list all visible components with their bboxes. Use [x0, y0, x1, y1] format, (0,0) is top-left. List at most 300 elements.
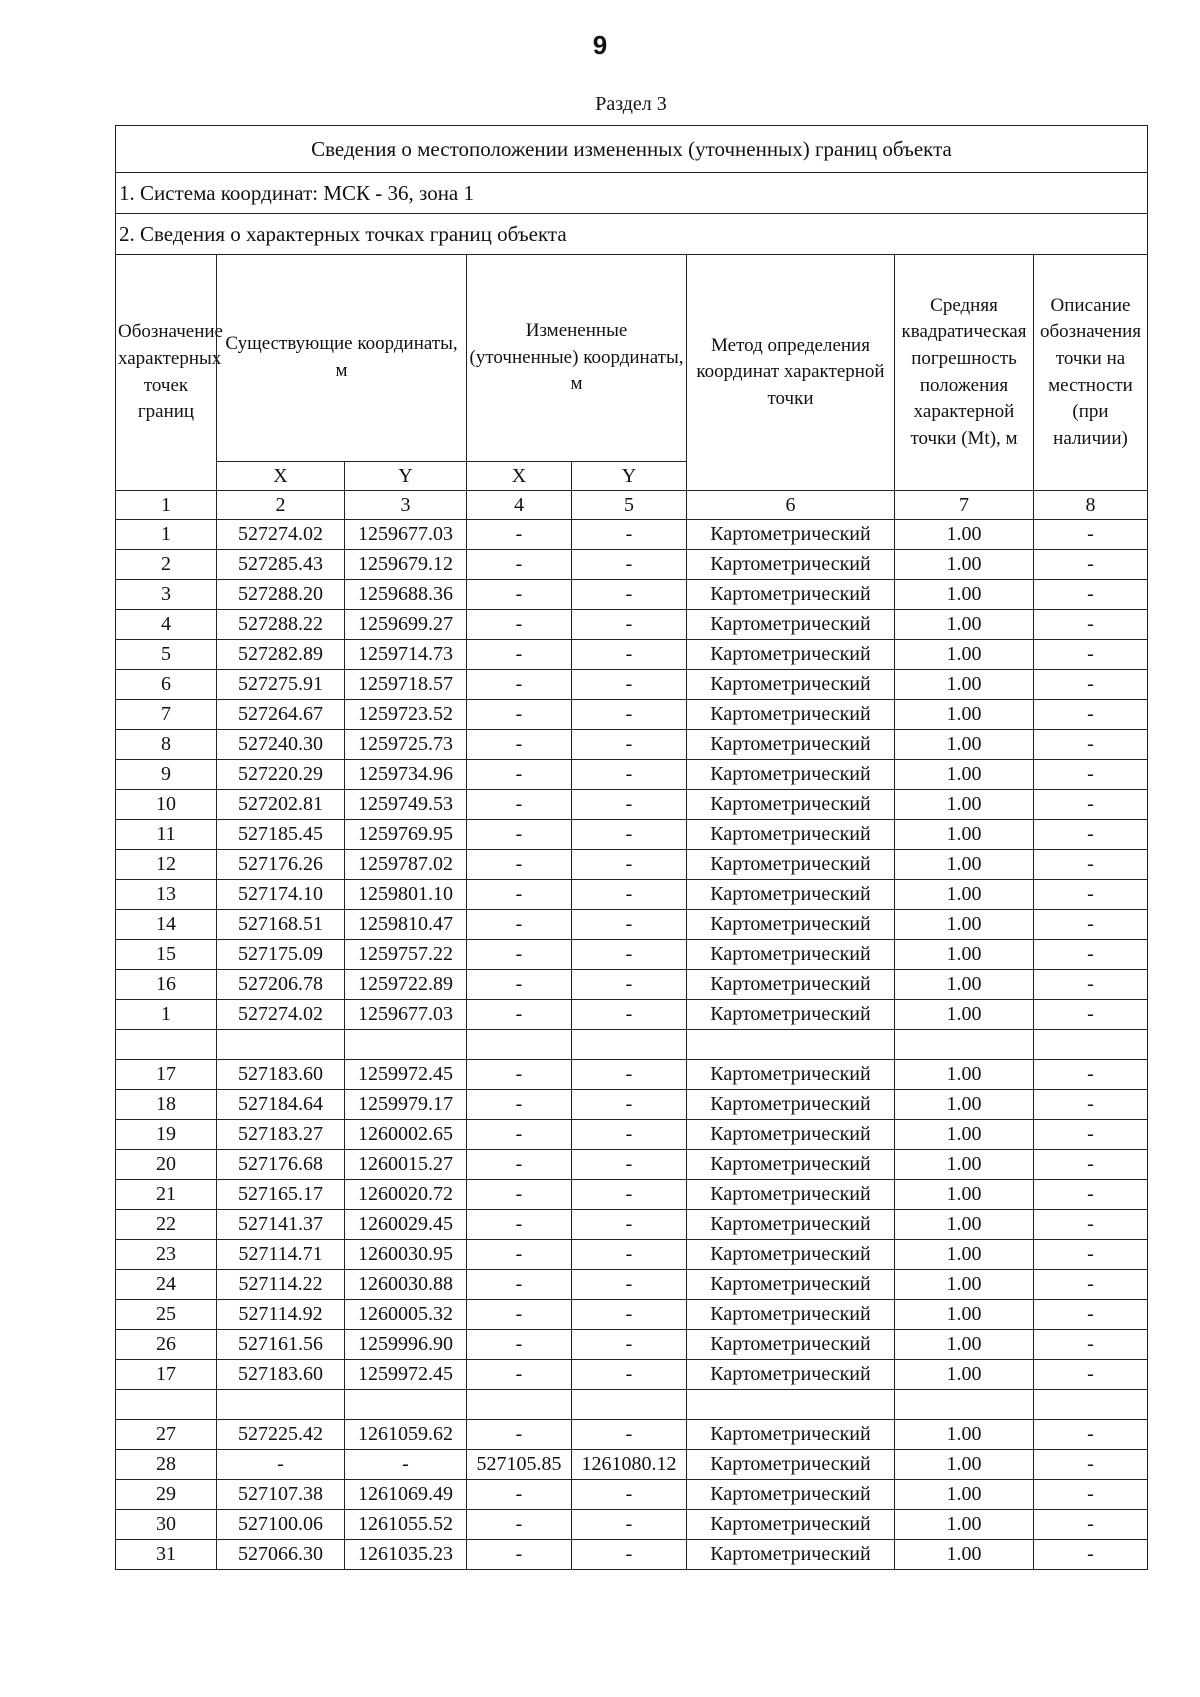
cell-point-number: 17 [116, 1060, 217, 1090]
cell-error: 1.00 [895, 640, 1034, 670]
table-row [116, 520, 1148, 550]
cell-point-number: 25 [116, 1300, 217, 1330]
cell-method: Картометрический [687, 730, 895, 760]
table-row [116, 970, 1148, 1000]
cell-method: Картометрический [687, 520, 895, 550]
table-row [116, 1540, 1148, 1570]
cell-method: Картометрический [687, 550, 895, 580]
separator-row [116, 1030, 1148, 1060]
separator-row [116, 1390, 1148, 1420]
cell-existing-y: 1259972.45 [345, 1360, 467, 1390]
cell-error: 1.00 [895, 700, 1034, 730]
cell-point-number: 4 [116, 610, 217, 640]
cell-point-number: 29 [116, 1480, 217, 1510]
cell-existing-x: 527114.22 [217, 1270, 345, 1300]
cell-point-number: 24 [116, 1270, 217, 1300]
table-row [116, 1210, 1148, 1240]
cell-error: 1.00 [895, 1000, 1034, 1030]
cell-existing-y: 1259801.10 [345, 880, 467, 910]
cell-existing-y: 1259979.17 [345, 1090, 467, 1120]
cell-changed-y: - [572, 1090, 687, 1120]
cell-changed-x: - [467, 940, 572, 970]
cell-changed-y: - [572, 1360, 687, 1390]
cell-changed-x: - [467, 520, 572, 550]
table-row [116, 700, 1148, 730]
cell-existing-y: 1260005.32 [345, 1300, 467, 1330]
cell-description: - [1034, 940, 1148, 970]
cell-method: Картометрический [687, 880, 895, 910]
cell-changed-x: - [467, 910, 572, 940]
cell-point-number: 12 [116, 850, 217, 880]
cell-changed-y: - [572, 730, 687, 760]
cell-method: Картометрический [687, 1150, 895, 1180]
cell-existing-x: 527184.64 [217, 1090, 345, 1120]
table-row [116, 1480, 1148, 1510]
cell-description: - [1034, 640, 1148, 670]
cell-changed-y: - [572, 520, 687, 550]
cell-changed-y: - [572, 670, 687, 700]
column-number: 8 [1034, 491, 1148, 520]
cell-method: Картометрический [687, 970, 895, 1000]
cell-existing-x: 527107.38 [217, 1480, 345, 1510]
cell-existing-x: 527275.91 [217, 670, 345, 700]
cell-error [895, 1030, 1034, 1060]
cell-existing-x: 527168.51 [217, 910, 345, 940]
cell-error: 1.00 [895, 1360, 1034, 1390]
cell-point-number [116, 1390, 217, 1420]
cell-point-number: 9 [116, 760, 217, 790]
cell-existing-y: 1259722.89 [345, 970, 467, 1000]
cell-description: - [1034, 880, 1148, 910]
cell-method: Картометрический [687, 940, 895, 970]
cell-error: 1.00 [895, 940, 1034, 970]
cell-description: - [1034, 1240, 1148, 1270]
table-row [116, 610, 1148, 640]
table-row [116, 1180, 1148, 1210]
cell-point-number: 30 [116, 1510, 217, 1540]
table-row [116, 730, 1148, 760]
cell-error: 1.00 [895, 1450, 1034, 1480]
cell-point-number: 1 [116, 1000, 217, 1030]
cell-description: - [1034, 1210, 1148, 1240]
cell-error: 1.00 [895, 1210, 1034, 1240]
cell-changed-x: - [467, 580, 572, 610]
cell-point-number: 14 [116, 910, 217, 940]
cell-point-number: 8 [116, 730, 217, 760]
cell-existing-y: 1259725.73 [345, 730, 467, 760]
cell-method: Картометрический [687, 1180, 895, 1210]
cell-changed-x: - [467, 1510, 572, 1540]
cell-error [895, 1390, 1034, 1420]
cell-existing-y: 1259718.57 [345, 670, 467, 700]
table-row [116, 670, 1148, 700]
cell-existing-x: 527176.68 [217, 1150, 345, 1180]
cell-error: 1.00 [895, 1540, 1034, 1570]
cell-existing-x: 527274.02 [217, 1000, 345, 1030]
cell-existing-y: 1260030.95 [345, 1240, 467, 1270]
cell-existing-x [217, 1390, 345, 1420]
cell-method: Картометрический [687, 1480, 895, 1510]
cell-changed-y: - [572, 1120, 687, 1150]
cell-method: Картометрический [687, 1120, 895, 1150]
cell-existing-x: 527183.60 [217, 1060, 345, 1090]
cell-existing-y: 1259769.95 [345, 820, 467, 850]
cell-method: Картометрический [687, 640, 895, 670]
cell-error: 1.00 [895, 790, 1034, 820]
column-number: 3 [345, 491, 467, 520]
cell-changed-y: - [572, 550, 687, 580]
cell-changed-x: - [467, 1120, 572, 1150]
cell-changed-x: 527105.85 [467, 1450, 572, 1480]
cell-changed-y: - [572, 1270, 687, 1300]
cell-changed-y: - [572, 850, 687, 880]
cell-existing-x: 527288.22 [217, 610, 345, 640]
cell-error: 1.00 [895, 1060, 1034, 1090]
cell-description: - [1034, 970, 1148, 1000]
table-row [116, 850, 1148, 880]
cell-method [687, 1030, 895, 1060]
cell-changed-x: - [467, 1210, 572, 1240]
cell-point-number: 3 [116, 580, 217, 610]
table-row [116, 640, 1148, 670]
cell-existing-y: 1259996.90 [345, 1330, 467, 1360]
page-number: 9 [592, 30, 608, 60]
cell-method: Картометрический [687, 1420, 895, 1450]
cell-error: 1.00 [895, 820, 1034, 850]
cell-changed-y: - [572, 1150, 687, 1180]
cell-existing-y: 1260029.45 [345, 1210, 467, 1240]
cell-description [1034, 1030, 1148, 1060]
cell-point-number: 27 [116, 1420, 217, 1450]
cell-method: Картометрический [687, 850, 895, 880]
cell-method: Картометрический [687, 670, 895, 700]
cell-existing-x: 527202.81 [217, 790, 345, 820]
table-row [116, 1060, 1148, 1090]
cell-point-number: 31 [116, 1540, 217, 1570]
cell-error: 1.00 [895, 670, 1034, 700]
cell-existing-x: 527225.42 [217, 1420, 345, 1450]
column-number-row [116, 491, 1148, 520]
header-changed-y: Y [572, 462, 687, 491]
cell-existing-x: 527183.60 [217, 1360, 345, 1390]
cell-changed-x: - [467, 1300, 572, 1330]
cell-changed-y: - [572, 910, 687, 940]
cell-existing-y: 1261035.23 [345, 1540, 467, 1570]
cell-changed-y [572, 1390, 687, 1420]
cell-description: - [1034, 670, 1148, 700]
cell-error: 1.00 [895, 910, 1034, 940]
cell-point-number: 6 [116, 670, 217, 700]
cell-changed-x: - [467, 1270, 572, 1300]
cell-method: Картометрический [687, 1540, 895, 1570]
cell-point-number: 7 [116, 700, 217, 730]
cell-changed-y: - [572, 1540, 687, 1570]
cell-error: 1.00 [895, 550, 1034, 580]
cell-description: - [1034, 520, 1148, 550]
cell-changed-y: - [572, 700, 687, 730]
cell-existing-x: 527114.71 [217, 1240, 345, 1270]
cell-existing-y: 1259757.22 [345, 940, 467, 970]
cell-existing-y: 1259787.02 [345, 850, 467, 880]
cell-existing-y: 1261055.52 [345, 1510, 467, 1540]
cell-description: - [1034, 850, 1148, 880]
cell-method: Картометрический [687, 1330, 895, 1360]
cell-existing-x: 527141.37 [217, 1210, 345, 1240]
cell-point-number: 18 [116, 1090, 217, 1120]
cell-changed-y: - [572, 640, 687, 670]
cell-method: Картометрический [687, 610, 895, 640]
cell-changed-x: - [467, 610, 572, 640]
cell-changed-x: - [467, 1540, 572, 1570]
table-row [116, 1240, 1148, 1270]
table-row [116, 1150, 1148, 1180]
cell-changed-y: - [572, 580, 687, 610]
cell-description: - [1034, 1150, 1148, 1180]
header-method: Метод определения координат характерной точки [687, 255, 895, 491]
table-row [116, 1270, 1148, 1300]
cell-existing-x: 527288.20 [217, 580, 345, 610]
cell-description: - [1034, 1330, 1148, 1360]
table-row [116, 1120, 1148, 1150]
cell-changed-y: - [572, 820, 687, 850]
cell-method: Картометрический [687, 1300, 895, 1330]
cell-changed-x: - [467, 670, 572, 700]
cell-method: Картометрический [687, 1450, 895, 1480]
cell-existing-y [345, 1030, 467, 1060]
header-designation: Обозначение характерных точек границ [116, 255, 217, 491]
cell-changed-x: - [467, 1150, 572, 1180]
cell-description: - [1034, 1420, 1148, 1450]
cell-changed-x: - [467, 1480, 572, 1510]
header-error: Средняя квадратическая погрешность положения характерной точки (Mt), м [895, 255, 1034, 491]
cell-changed-y: 1261080.12 [572, 1450, 687, 1480]
cell-point-number: 22 [116, 1210, 217, 1240]
cell-existing-x: 527176.26 [217, 850, 345, 880]
table-row [116, 790, 1148, 820]
cell-method: Картометрический [687, 1510, 895, 1540]
cell-point-number: 26 [116, 1330, 217, 1360]
cell-changed-x: - [467, 820, 572, 850]
column-number: 7 [895, 491, 1034, 520]
cell-error: 1.00 [895, 520, 1034, 550]
cell-changed-x: - [467, 1330, 572, 1360]
cell-existing-x: 527100.06 [217, 1510, 345, 1540]
cell-existing-y: 1259699.27 [345, 610, 467, 640]
cell-changed-y: - [572, 1330, 687, 1360]
column-number: 5 [572, 491, 687, 520]
cell-changed-y: - [572, 1060, 687, 1090]
cell-changed-y: - [572, 1510, 687, 1540]
table-row [116, 1450, 1148, 1480]
cell-existing-x [217, 1030, 345, 1060]
cell-existing-x: 527175.09 [217, 940, 345, 970]
cell-error: 1.00 [895, 1420, 1034, 1450]
table-row [116, 940, 1148, 970]
table-row [116, 1420, 1148, 1450]
cell-changed-x: - [467, 730, 572, 760]
cell-description: - [1034, 700, 1148, 730]
cell-description: - [1034, 790, 1148, 820]
cell-point-number: 1 [116, 520, 217, 550]
cell-existing-y: 1259972.45 [345, 1060, 467, 1090]
header-existing-x: X [217, 462, 345, 491]
cell-changed-y: - [572, 790, 687, 820]
cell-changed-y: - [572, 760, 687, 790]
cell-changed-x: - [467, 1420, 572, 1450]
header-description: Описание обозначения точки на местности (при наличии) [1034, 255, 1148, 491]
header-changed-x: X [467, 462, 572, 491]
cell-description: - [1034, 1450, 1148, 1480]
cell-error: 1.00 [895, 1270, 1034, 1300]
cell-existing-x: 527174.10 [217, 880, 345, 910]
cell-existing-x: 527185.45 [217, 820, 345, 850]
cell-existing-y: 1260020.72 [345, 1180, 467, 1210]
table-row [116, 910, 1148, 940]
cell-existing-y: 1261069.49 [345, 1480, 467, 1510]
cell-existing-y: 1259714.73 [345, 640, 467, 670]
cell-existing-x: 527066.30 [217, 1540, 345, 1570]
cell-description: - [1034, 1060, 1148, 1090]
cell-point-number: 21 [116, 1180, 217, 1210]
cell-existing-y: 1259723.52 [345, 700, 467, 730]
cell-point-number: 5 [116, 640, 217, 670]
cell-error: 1.00 [895, 970, 1034, 1000]
cell-changed-x: - [467, 640, 572, 670]
cell-description: - [1034, 1360, 1148, 1390]
cell-existing-y: 1260002.65 [345, 1120, 467, 1150]
cell-changed-x [467, 1030, 572, 1060]
cell-changed-y: - [572, 970, 687, 1000]
cell-description: - [1034, 1180, 1148, 1210]
column-number: 2 [217, 491, 345, 520]
cell-error: 1.00 [895, 1480, 1034, 1510]
cell-existing-y: 1259734.96 [345, 760, 467, 790]
cell-existing-y: 1259688.36 [345, 580, 467, 610]
cell-method: Картометрический [687, 1210, 895, 1240]
cell-description: - [1034, 1540, 1148, 1570]
table-row [116, 1000, 1148, 1030]
cell-existing-x: 527183.27 [217, 1120, 345, 1150]
table-row [116, 820, 1148, 850]
cell-description: - [1034, 730, 1148, 760]
table-title: Сведения о местоположении измененных (уточненных) границ объекта [116, 126, 1148, 173]
cell-method: Картометрический [687, 1240, 895, 1270]
cell-existing-x: 527114.92 [217, 1300, 345, 1330]
cell-point-number: 20 [116, 1150, 217, 1180]
cell-existing-x: 527282.89 [217, 640, 345, 670]
cell-existing-x: 527285.43 [217, 550, 345, 580]
cell-description: - [1034, 1510, 1148, 1540]
cell-changed-y [572, 1030, 687, 1060]
cell-existing-x: 527161.56 [217, 1330, 345, 1360]
cell-changed-y: - [572, 1180, 687, 1210]
cell-existing-y: 1259749.53 [345, 790, 467, 820]
cell-description: - [1034, 1120, 1148, 1150]
cell-description: - [1034, 610, 1148, 640]
cell-changed-x: - [467, 700, 572, 730]
cell-description: - [1034, 1300, 1148, 1330]
cell-error: 1.00 [895, 1150, 1034, 1180]
cell-description: - [1034, 820, 1148, 850]
cell-changed-x: - [467, 850, 572, 880]
cell-method: Картометрический [687, 700, 895, 730]
cell-changed-x [467, 1390, 572, 1420]
table-row [116, 880, 1148, 910]
cell-error: 1.00 [895, 1120, 1034, 1150]
cell-method: Картометрический [687, 910, 895, 940]
cell-existing-x: 527165.17 [217, 1180, 345, 1210]
cell-existing-y: 1260015.27 [345, 1150, 467, 1180]
cell-changed-y: - [572, 1000, 687, 1030]
table-row [116, 1330, 1148, 1360]
cell-changed-y: - [572, 940, 687, 970]
cell-existing-x: 527220.29 [217, 760, 345, 790]
table-row [116, 1510, 1148, 1540]
cell-point-number: 19 [116, 1120, 217, 1150]
cell-existing-x: 527206.78 [217, 970, 345, 1000]
cell-error: 1.00 [895, 1330, 1034, 1360]
cell-point-number: 16 [116, 970, 217, 1000]
cell-existing-y: 1259677.03 [345, 520, 467, 550]
cell-changed-x: - [467, 970, 572, 1000]
cell-method: Картометрический [687, 1000, 895, 1030]
cell-changed-y: - [572, 1210, 687, 1240]
cell-error: 1.00 [895, 1240, 1034, 1270]
cell-error: 1.00 [895, 610, 1034, 640]
table-row [116, 1300, 1148, 1330]
cell-method: Картометрический [687, 790, 895, 820]
table-row [116, 580, 1148, 610]
cell-error: 1.00 [895, 1510, 1034, 1540]
cell-point-number: 10 [116, 790, 217, 820]
cell-description: - [1034, 1270, 1148, 1300]
column-number: 1 [116, 491, 217, 520]
coordinate-system: 1. Система координат: МСК - 36, зона 1 [116, 173, 1148, 214]
header-existing-y: Y [345, 462, 467, 491]
cell-point-number [116, 1030, 217, 1060]
cell-changed-x: - [467, 1360, 572, 1390]
cell-error: 1.00 [895, 850, 1034, 880]
cell-changed-y: - [572, 1300, 687, 1330]
cell-changed-y: - [572, 880, 687, 910]
table-row [116, 1090, 1148, 1120]
cell-existing-y: 1261059.62 [345, 1420, 467, 1450]
cell-changed-y: - [572, 1420, 687, 1450]
cell-method: Картометрический [687, 1360, 895, 1390]
cell-existing-x: - [217, 1450, 345, 1480]
cell-changed-y: - [572, 1480, 687, 1510]
boundary-points-table [115, 125, 1148, 1570]
cell-changed-y: - [572, 610, 687, 640]
cell-existing-x: 527240.30 [217, 730, 345, 760]
cell-existing-y: 1259677.03 [345, 1000, 467, 1030]
cell-point-number: 28 [116, 1450, 217, 1480]
cell-changed-x: - [467, 1180, 572, 1210]
cell-method: Картометрический [687, 1270, 895, 1300]
cell-description [1034, 1390, 1148, 1420]
cell-changed-x: - [467, 1000, 572, 1030]
cell-point-number: 11 [116, 820, 217, 850]
cell-description: - [1034, 760, 1148, 790]
section-label: Раздел 3 [595, 93, 667, 115]
table-row [116, 760, 1148, 790]
cell-point-number: 2 [116, 550, 217, 580]
cell-changed-x: - [467, 760, 572, 790]
table-row [116, 550, 1148, 580]
cell-error: 1.00 [895, 580, 1034, 610]
cell-method: Картометрический [687, 580, 895, 610]
cell-description: - [1034, 580, 1148, 610]
